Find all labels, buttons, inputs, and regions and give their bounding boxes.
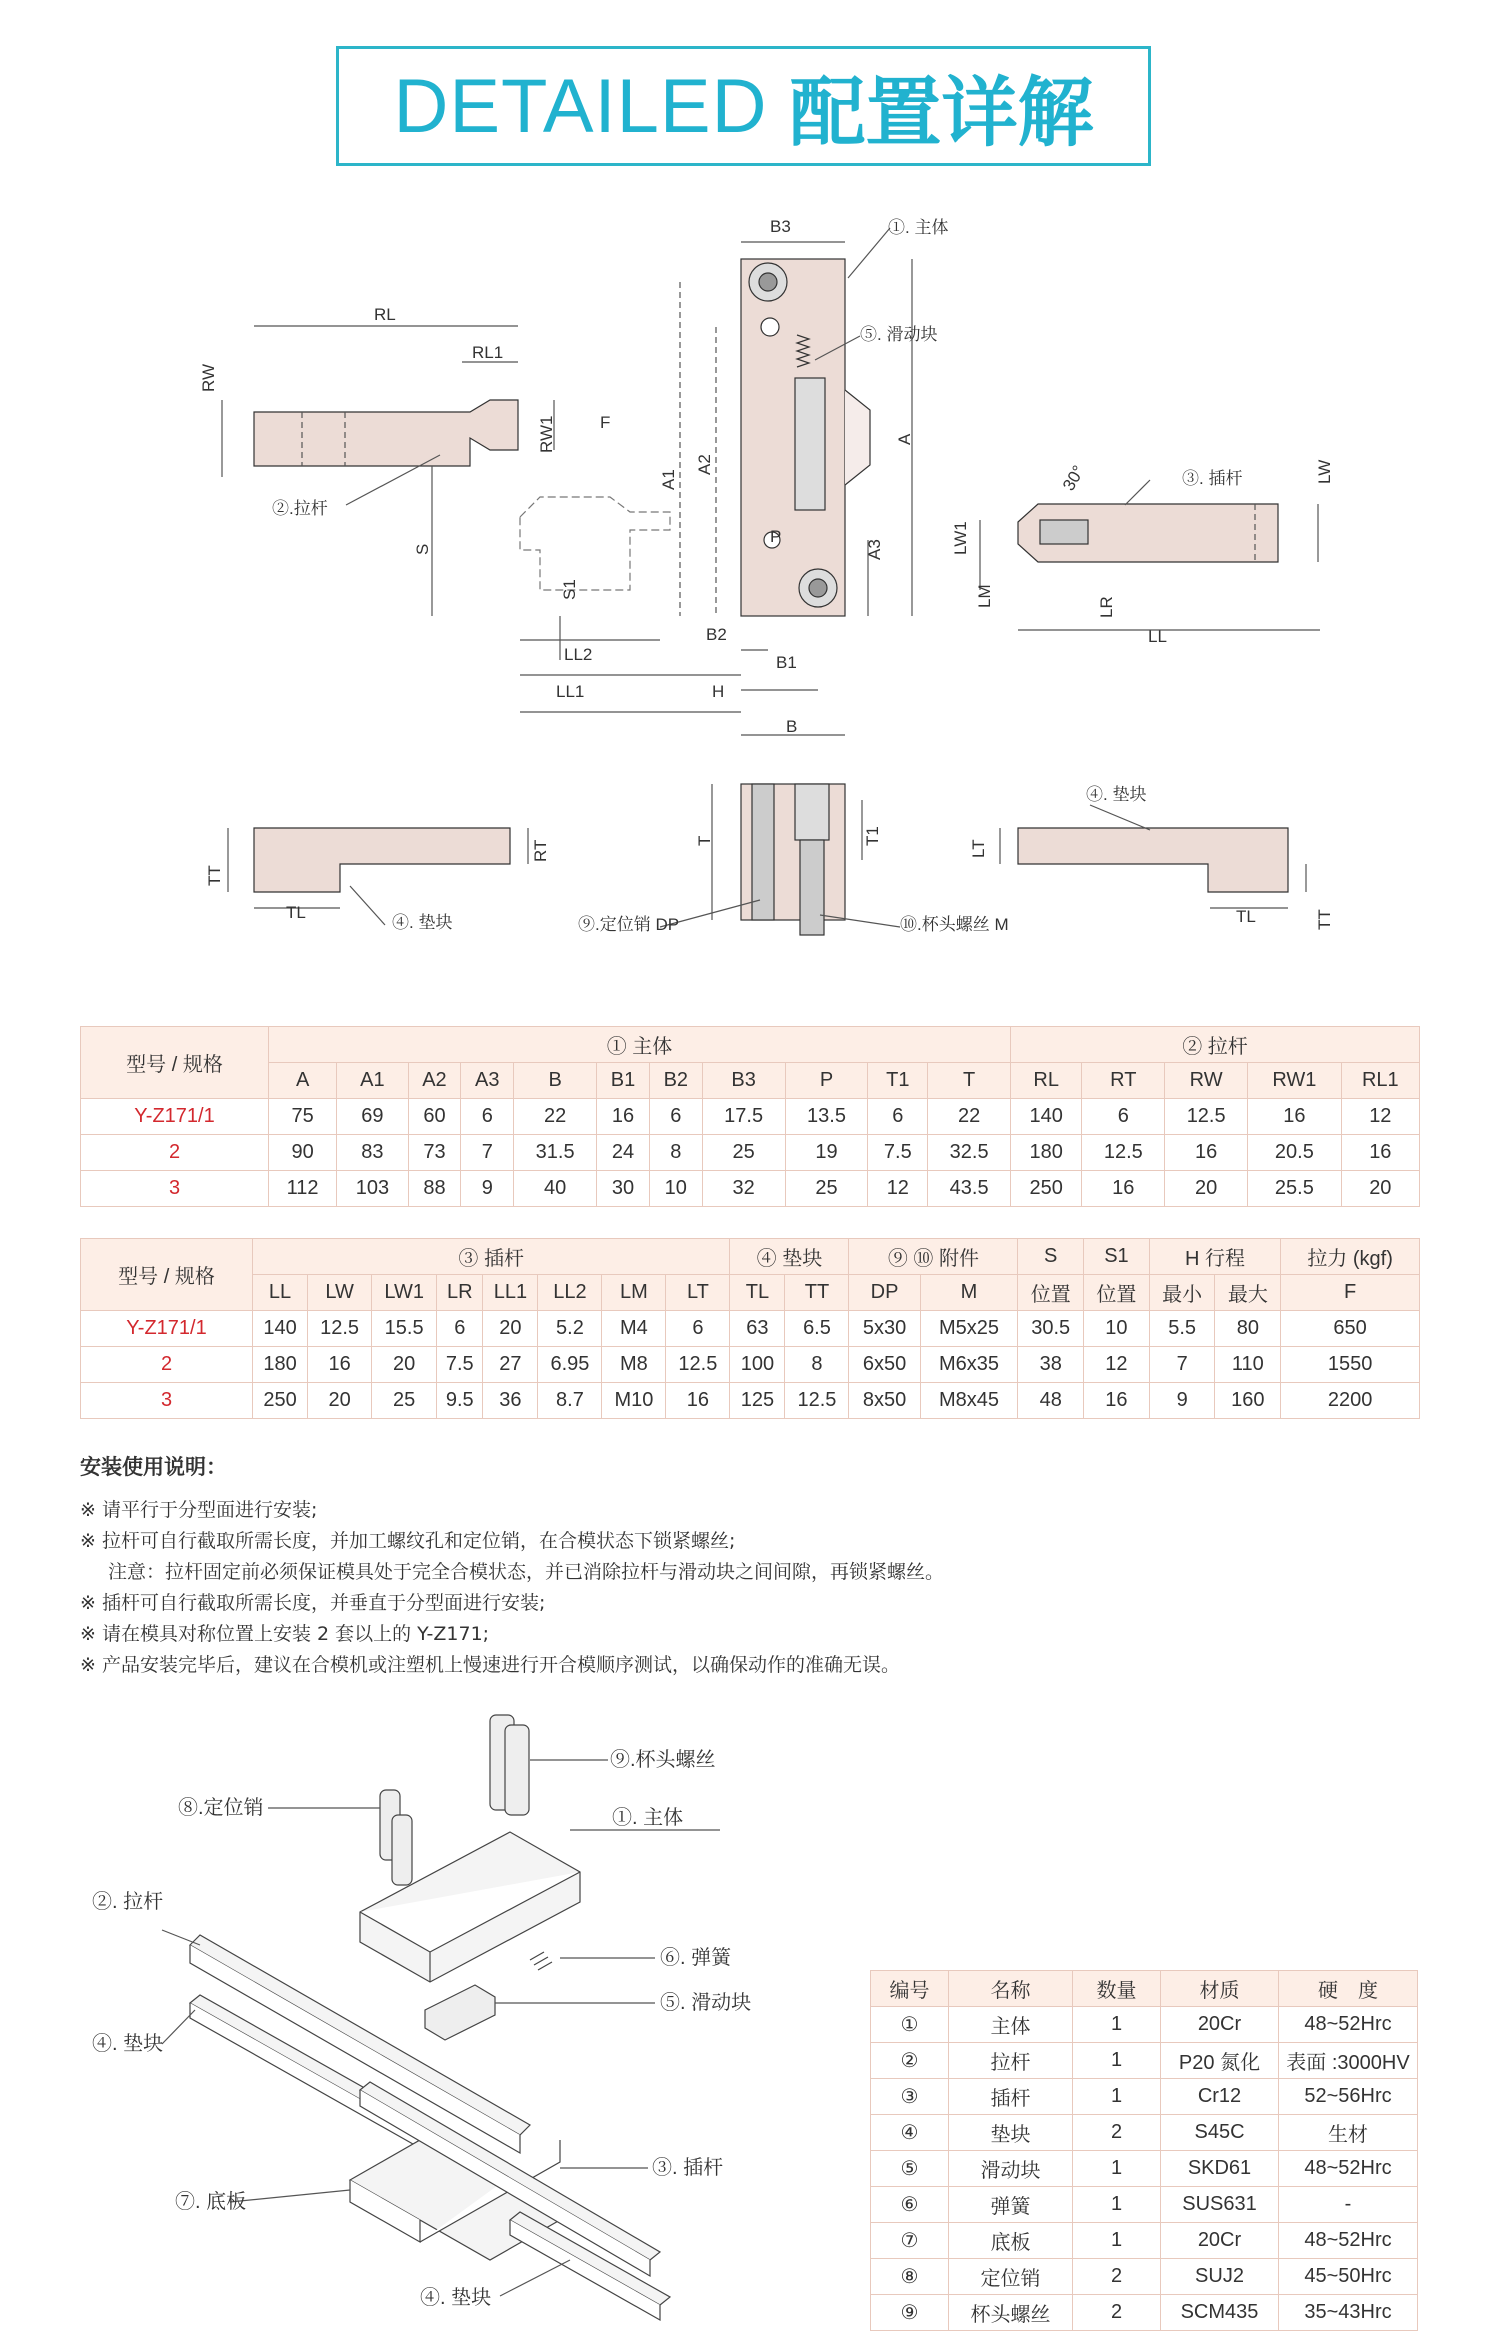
cell: 48~52Hrc (1279, 2007, 1418, 2043)
table-row (81, 1171, 1420, 1207)
t2-col: LW1 (372, 1275, 437, 1311)
t2-col: LT (666, 1275, 730, 1311)
cell: 1 (1073, 2151, 1161, 2187)
cell: ⑧ (871, 2259, 949, 2295)
cell: 2 (1073, 2259, 1161, 2295)
cell: 110 (1215, 1347, 1281, 1383)
cell: 6.5 (785, 1311, 849, 1347)
cell: 12.5 (1082, 1135, 1165, 1171)
pad-right-shape (1018, 828, 1288, 892)
cell: 16 (1084, 1383, 1150, 1419)
cell: Y-Z171/1 (81, 1099, 269, 1135)
t2-s1-top: S1 (1084, 1239, 1150, 1275)
table-row (871, 2151, 1418, 2187)
cell: 36 (483, 1383, 538, 1419)
cell: 6 (649, 1099, 702, 1135)
dowel-hole-top (761, 318, 779, 336)
cell: 1 (1073, 2079, 1161, 2115)
dowel-pin-shape (752, 784, 774, 920)
cell: M6x35 (920, 1347, 1018, 1383)
cell: Cr12 (1161, 2079, 1279, 2115)
label-tt-left: TT (205, 865, 224, 886)
cell: 12.5 (308, 1311, 372, 1347)
cell: 9 (1149, 1383, 1215, 1419)
cell: 45~50Hrc (1279, 2259, 1418, 2295)
cell: 1 (1073, 2007, 1161, 2043)
t1-group-main: ① 主体 (269, 1027, 1011, 1063)
cell: 定位销 (949, 2259, 1073, 2295)
cell: 8 (649, 1135, 702, 1171)
label-tt-right: TT (1315, 909, 1334, 930)
t1-col: B1 (597, 1063, 650, 1099)
t2-s-bottom: 位置 (1018, 1275, 1084, 1311)
label-rw: RW (199, 363, 218, 392)
table-row (81, 1347, 1420, 1383)
t2-group-pad: ④ 垫块 (730, 1239, 849, 1275)
cell: 90 (269, 1135, 337, 1171)
cell: 180 (1011, 1135, 1082, 1171)
pull-rod-shape (254, 400, 518, 466)
label-insert-rod: ③. 插杆 (1182, 469, 1243, 488)
cell: 13.5 (785, 1099, 868, 1135)
cell: 9.5 (437, 1383, 483, 1419)
cell: M10 (602, 1383, 666, 1419)
t2-col: LR (437, 1275, 483, 1311)
t1-col: B2 (649, 1063, 702, 1099)
cell: 6 (666, 1311, 730, 1347)
label-rl: RL (374, 305, 396, 324)
cell: 5.5 (1149, 1311, 1215, 1347)
cell: 40 (514, 1171, 597, 1207)
cell: 20 (483, 1311, 538, 1347)
t2-col: LL1 (483, 1275, 538, 1311)
cell: 43.5 (928, 1171, 1011, 1207)
cell: 63 (730, 1311, 785, 1347)
note-line: 注意：拉杆固定前必须保证模具处于完全合模状态，并已消除拉杆与滑动块之间间隙，再锁紧螺丝。 (108, 1561, 945, 1583)
label-lw: LW (1315, 459, 1334, 484)
cell: 7 (461, 1135, 514, 1171)
cell: 25 (702, 1135, 785, 1171)
cell: 140 (1011, 1099, 1082, 1135)
exploded-label-slider: ⑤. 滑动块 (660, 1992, 752, 2014)
banner-title-en: DETAILED (393, 63, 768, 149)
cell: 10 (649, 1171, 702, 1207)
label-slider: ⑤. 滑动块 (860, 325, 938, 344)
label-30deg: 30° (1059, 462, 1089, 494)
cell: SCM435 (1161, 2295, 1279, 2331)
parts-header: 硬 度 (1279, 1971, 1418, 2007)
cell: 5.2 (538, 1311, 602, 1347)
cell: 12 (868, 1171, 928, 1207)
cell: 35~43Hrc (1279, 2295, 1418, 2331)
label-pull-rod: ②.拉杆 (272, 499, 328, 518)
cell: 22 (928, 1099, 1011, 1135)
cell: ⑦ (871, 2223, 949, 2259)
label-lw1: LW1 (951, 521, 970, 555)
note-line: ※ 请在模具对称位置上安装 2 套以上的 Y-Z171; (80, 1623, 490, 1645)
parts-header: 数量 (1073, 1971, 1161, 2007)
cell: 生材 (1279, 2115, 1418, 2151)
exploded-label-screw: ⑨.杯头螺丝 (610, 1749, 716, 1771)
t2-col: DP (849, 1275, 920, 1311)
label-ll: LL (1148, 627, 1167, 646)
cell: 插杆 (949, 2079, 1073, 2115)
cell: SKD61 (1161, 2151, 1279, 2187)
cell: 25.5 (1248, 1171, 1342, 1207)
t2-group-insert: ③ 插杆 (253, 1239, 730, 1275)
exploded-label-insert: ③. 插杆 (652, 2157, 724, 2179)
exploded-label-spring: ⑥. 弹簧 (660, 1947, 732, 1969)
label-a1: A1 (659, 469, 678, 490)
label-pad-left: ④. 垫块 (392, 913, 453, 932)
cell: 16 (1165, 1135, 1248, 1171)
cell: 20 (308, 1383, 372, 1419)
label-b2: B2 (706, 625, 727, 644)
exploded-label-pad1: ④. 垫块 (92, 2033, 164, 2055)
t2-h-top: H 行程 (1149, 1239, 1280, 1275)
cell: 16 (308, 1347, 372, 1383)
cell: 19 (785, 1135, 868, 1171)
table-row (871, 2115, 1418, 2151)
cap-screw-section (800, 840, 824, 935)
t1-model-header: 型号 / 规格 (81, 1027, 269, 1099)
label-ll2: LL2 (564, 645, 593, 664)
label-a3: A3 (865, 539, 884, 560)
pad-left-shape (254, 828, 510, 892)
cell: 48~52Hrc (1279, 2151, 1418, 2187)
cell: - (1279, 2187, 1418, 2223)
cell: 弹簧 (949, 2187, 1073, 2223)
cell: 10 (1084, 1311, 1150, 1347)
exploded-dowel-2 (392, 1815, 412, 1885)
cell: 12.5 (666, 1347, 730, 1383)
cell: 7 (1149, 1347, 1215, 1383)
cell: ③ (871, 2079, 949, 2115)
banner-title-cn: 配置详解 (789, 67, 1094, 157)
cell: 60 (408, 1099, 461, 1135)
table-row (81, 1383, 1420, 1419)
label-tl-right: TL (1236, 907, 1256, 926)
cell: 1550 (1281, 1347, 1420, 1383)
cell: 15.5 (372, 1311, 437, 1347)
cell: 拉杆 (949, 2043, 1073, 2079)
t2-model-header: 型号 / 规格 (81, 1239, 253, 1311)
cell: 20Cr (1161, 2007, 1279, 2043)
cell: 17.5 (702, 1099, 785, 1135)
cell: 38 (1018, 1347, 1084, 1383)
cell: 8 (785, 1347, 849, 1383)
cell: M4 (602, 1311, 666, 1347)
cell: 16 (666, 1383, 730, 1419)
cell: 100 (730, 1347, 785, 1383)
label-dowel-dp: ⑨.定位销 DP (578, 915, 680, 934)
cell: 16 (1082, 1171, 1165, 1207)
parts-header: 名称 (949, 1971, 1073, 2007)
label-rl1: RL1 (472, 343, 504, 362)
t2-force-top: 拉力 (kgf) (1281, 1239, 1420, 1275)
t2-col: TL (730, 1275, 785, 1311)
label-p: P (770, 527, 782, 546)
label-rt: RT (531, 839, 550, 862)
cell: ② (871, 2043, 949, 2079)
cell: 5x30 (849, 1311, 920, 1347)
cell: 180 (253, 1347, 308, 1383)
cell: 6x50 (849, 1347, 920, 1383)
cell: 6 (868, 1099, 928, 1135)
cell: 25 (785, 1171, 868, 1207)
exploded-label-base: ⑦. 底板 (175, 2191, 247, 2213)
table-row (871, 2295, 1418, 2331)
cell: 52~56Hrc (1279, 2079, 1418, 2115)
cell: 2 (1073, 2115, 1161, 2151)
exploded-label-dowel: ⑧.定位销 (178, 1797, 264, 1819)
cell: 16 (1341, 1135, 1419, 1171)
cell: Y-Z171/1 (81, 1311, 253, 1347)
cell: 88 (408, 1171, 461, 1207)
cell: 24 (597, 1135, 650, 1171)
cell: 250 (1011, 1171, 1082, 1207)
label-tl-left: TL (286, 903, 306, 922)
cell: 83 (337, 1135, 408, 1171)
cell: 12 (1084, 1347, 1150, 1383)
note-line: ※ 拉杆可自行截取所需长度，并加工螺纹孔和定位销，在合模状态下锁紧螺丝; (80, 1530, 736, 1552)
label-b3: B3 (770, 217, 791, 236)
t2-col: 最大 (1215, 1275, 1281, 1311)
cell: ⑨ (871, 2295, 949, 2331)
cell: 48~52Hrc (1279, 2223, 1418, 2259)
t2-s-top: S (1018, 1239, 1084, 1275)
label-main-body: ①. 主体 (888, 218, 949, 237)
cell: 6 (461, 1099, 514, 1135)
cell: ⑥ (871, 2187, 949, 2223)
t1-col: RL1 (1341, 1063, 1419, 1099)
table-row (871, 2007, 1418, 2043)
table-row (871, 2223, 1418, 2259)
cell: 垫块 (949, 2115, 1073, 2151)
label-pad-right: ④. 垫块 (1086, 785, 1147, 804)
cell: 9 (461, 1171, 514, 1207)
cell: 140 (253, 1311, 308, 1347)
table-row (871, 2079, 1418, 2115)
label-f: F (600, 413, 611, 432)
label-screw-m: ⑩.杯头螺丝 M (900, 915, 1009, 934)
note-line: ※ 产品安装完毕后，建议在合模机或注塑机上慢速进行开合模顺序测试，以确保动作的准确无误。 (80, 1654, 900, 1676)
table-row (871, 2259, 1418, 2295)
cell: 2 (1073, 2295, 1161, 2331)
cell: 杯头螺丝 (949, 2295, 1073, 2331)
t1-col: T (928, 1063, 1011, 1099)
label-a2: A2 (695, 454, 714, 475)
label-t: T (695, 835, 714, 846)
cell: 31.5 (514, 1135, 597, 1171)
table-row (81, 1311, 1420, 1347)
label-t1: T1 (863, 826, 882, 846)
label-s1: S1 (560, 579, 579, 600)
cell: 30.5 (1018, 1311, 1084, 1347)
cell: 112 (269, 1171, 337, 1207)
cell: 103 (337, 1171, 408, 1207)
cell: 3 (81, 1383, 253, 1419)
cell: 30 (597, 1171, 650, 1207)
cell: 7.5 (868, 1135, 928, 1171)
t1-col: P (785, 1063, 868, 1099)
t1-col: RL (1011, 1063, 1082, 1099)
cell: 2 (81, 1135, 269, 1171)
installation-notes (80, 1452, 1380, 1681)
note-line: ※ 请平行于分型面进行安装; (80, 1499, 318, 1521)
cell: SUJ2 (1161, 2259, 1279, 2295)
t1-col: A (269, 1063, 337, 1099)
parts-table (870, 1970, 1418, 2331)
cell: 20 (1341, 1171, 1419, 1207)
cell: 3 (81, 1171, 269, 1207)
cell: 22 (514, 1099, 597, 1135)
table-row (871, 2043, 1418, 2079)
label-lm: LM (975, 584, 994, 608)
cell: 6 (437, 1311, 483, 1347)
t1-col: T1 (868, 1063, 928, 1099)
t2-col: 最小 (1149, 1275, 1215, 1311)
cell: 80 (1215, 1311, 1281, 1347)
t1-group-pull: ② 拉杆 (1011, 1027, 1420, 1063)
parts-header: 编号 (871, 1971, 949, 2007)
t2-col: LM (602, 1275, 666, 1311)
cell: 125 (730, 1383, 785, 1419)
exploded-label-main: ①. 主体 (612, 1807, 684, 1829)
exploded-label-pad2: ④. 垫块 (420, 2287, 492, 2309)
cell: M8x45 (920, 1383, 1018, 1419)
cell: 27 (483, 1347, 538, 1383)
cell: SUS631 (1161, 2187, 1279, 2223)
cell: 73 (408, 1135, 461, 1171)
label-s: S (413, 543, 432, 555)
label-h: H (712, 682, 725, 701)
cell: 6 (1082, 1099, 1165, 1135)
spec-table-insert-pad (80, 1238, 1420, 1419)
cell: 160 (1215, 1383, 1281, 1419)
exploded-slider (425, 1985, 495, 2040)
cell: 48 (1018, 1383, 1084, 1419)
t2-col: LW (308, 1275, 372, 1311)
label-lr: LR (1097, 596, 1116, 618)
cell: ① (871, 2007, 949, 2043)
cell: 1 (1073, 2223, 1161, 2259)
t1-col: B3 (702, 1063, 785, 1099)
exploded-screw-2 (505, 1725, 529, 1815)
label-b1: B1 (776, 653, 797, 672)
cell: 表面 :3000HV (1279, 2043, 1418, 2079)
cell: 250 (253, 1383, 308, 1419)
cell: 滑动块 (949, 2151, 1073, 2187)
t1-col: A2 (408, 1063, 461, 1099)
table-row (871, 2187, 1418, 2223)
t2-col: F (1281, 1275, 1420, 1311)
label-b: B (786, 717, 798, 736)
cell: 主体 (949, 2007, 1073, 2043)
cell: 32 (702, 1171, 785, 1207)
cell: M5x25 (920, 1311, 1018, 1347)
cell: 12 (1341, 1099, 1419, 1135)
exploded-spring (530, 1952, 552, 1970)
table-row (81, 1135, 1420, 1171)
t2-col: TT (785, 1275, 849, 1311)
cell: 20Cr (1161, 2223, 1279, 2259)
t2-col: M (920, 1275, 1018, 1311)
cell: 1 (1073, 2187, 1161, 2223)
cell: 16 (1248, 1099, 1342, 1135)
cell: 8x50 (849, 1383, 920, 1419)
cell: 1 (1073, 2043, 1161, 2079)
cell: 7.5 (437, 1347, 483, 1383)
cell: M8 (602, 1347, 666, 1383)
t2-col: LL (253, 1275, 308, 1311)
t1-col: RW1 (1248, 1063, 1342, 1099)
parts-header: 材质 (1161, 1971, 1279, 2007)
label-ll1: LL1 (556, 682, 585, 701)
cell: 32.5 (928, 1135, 1011, 1171)
cell: 2200 (1281, 1383, 1420, 1419)
label-a: A (895, 433, 914, 445)
t2-group-acc: ⑨ ⑩ 附件 (849, 1239, 1018, 1275)
spec-table-main-pull (80, 1026, 1420, 1207)
cell: 16 (597, 1099, 650, 1135)
cell: P20 氮化 (1161, 2043, 1279, 2079)
cell: S45C (1161, 2115, 1279, 2151)
label-rw1: RW1 (537, 415, 556, 453)
cell: 8.7 (538, 1383, 602, 1419)
cell: 650 (1281, 1311, 1420, 1347)
notes-title: 安装使用说明： (80, 1455, 227, 1479)
cell: 12.5 (785, 1383, 849, 1419)
label-lt: LT (969, 839, 988, 858)
table-row (81, 1099, 1420, 1135)
main-body-shape (741, 259, 845, 616)
cell: 底板 (949, 2223, 1073, 2259)
cell: 6.95 (538, 1347, 602, 1383)
cell: ④ (871, 2115, 949, 2151)
t1-col: B (514, 1063, 597, 1099)
t2-col: LL2 (538, 1275, 602, 1311)
cell: 75 (269, 1099, 337, 1135)
cell: 20 (372, 1347, 437, 1383)
slider-shape (795, 378, 825, 510)
t1-col: RT (1082, 1063, 1165, 1099)
t2-s1-bottom: 位置 (1084, 1275, 1150, 1311)
cell: 2 (81, 1347, 253, 1383)
cell: 25 (372, 1383, 437, 1419)
cell: 20.5 (1248, 1135, 1342, 1171)
t1-col: RW (1165, 1063, 1248, 1099)
t1-col: A3 (461, 1063, 514, 1099)
cell: 12.5 (1165, 1099, 1248, 1135)
cell: 69 (337, 1099, 408, 1135)
t1-col: A1 (337, 1063, 408, 1099)
cell: ⑤ (871, 2151, 949, 2187)
exploded-label-pull: ②. 拉杆 (92, 1891, 164, 1913)
cell: 20 (1165, 1171, 1248, 1207)
note-line: ※ 插杆可自行截取所需长度，并垂直于分型面进行安装; (80, 1592, 546, 1614)
